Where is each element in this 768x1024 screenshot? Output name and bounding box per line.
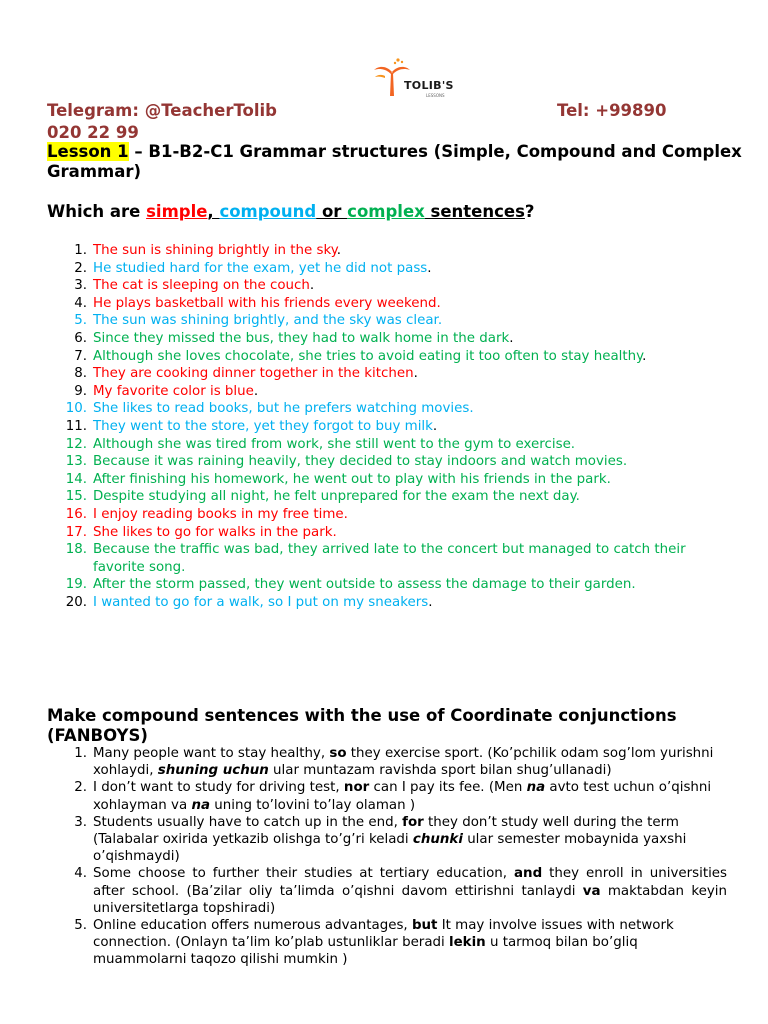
sentence-text: Since they missed the bus, they had to walk home in the dark bbox=[93, 330, 510, 346]
sentence-text: Although she loves chocolate, she tries to avoid eating it too often to stay healthy bbox=[93, 348, 643, 364]
compound-text: Online education offers numerous advantages, bbox=[93, 918, 412, 934]
compound-text: can I pay its fee. (Men bbox=[369, 780, 527, 796]
list-item bbox=[47, 814, 727, 866]
sentence-period: . bbox=[432, 418, 438, 434]
compound-text: I don’t want to study for driving test, bbox=[93, 780, 344, 796]
conjunction-word: and bbox=[514, 866, 543, 882]
list-number: 20. bbox=[65, 594, 87, 610]
list-number: 1. bbox=[74, 243, 87, 258]
question-prefix: Which are bbox=[47, 202, 147, 221]
contact-line bbox=[47, 101, 727, 142]
list-item bbox=[47, 453, 727, 471]
tolibs-logo bbox=[372, 56, 462, 98]
list-item bbox=[47, 418, 727, 436]
list-item bbox=[47, 524, 727, 542]
list-item bbox=[47, 745, 727, 779]
list-item bbox=[47, 330, 727, 348]
list-item bbox=[47, 779, 727, 813]
list-number: 7. bbox=[74, 348, 87, 364]
compound-text: they don’t study well during the term (Talabalar oxirida yetkazib olishga to’g’ri keladi bbox=[93, 814, 679, 848]
compound-text: ular muntazam ravishda sport bilan shug’ullanadi) bbox=[268, 763, 612, 779]
question-heading bbox=[47, 202, 535, 221]
list-number: 8. bbox=[74, 366, 87, 382]
sentence-period: . bbox=[413, 366, 418, 382]
sentence-text: I enjoy reading books in my free time. bbox=[93, 506, 348, 522]
conjunction-word: na bbox=[526, 780, 546, 796]
conjunction-word: chunki bbox=[412, 832, 463, 848]
sentence-period: . bbox=[428, 594, 433, 610]
list-number: 13. bbox=[65, 454, 87, 470]
conjunction-word: for bbox=[402, 814, 424, 830]
list-item bbox=[47, 242, 727, 260]
sentence-period: . bbox=[509, 330, 514, 346]
list-item bbox=[47, 277, 727, 295]
list-number: 18. bbox=[65, 542, 87, 558]
compound-text: they exercise sport. (Ko’pchilik odam sog’lom yurishni xohlaydi, bbox=[93, 746, 714, 779]
sentence-period: . bbox=[427, 260, 432, 276]
lesson-label: Lesson 1 bbox=[47, 142, 129, 161]
list-number: 11. bbox=[65, 418, 87, 434]
list-number: 4. bbox=[74, 295, 87, 311]
list-number: 3. bbox=[74, 278, 87, 294]
lesson-heading bbox=[47, 142, 747, 182]
list-number: 14. bbox=[65, 471, 87, 487]
list-item bbox=[47, 365, 727, 383]
list-number: 2. bbox=[74, 260, 87, 276]
compound-text: Students usually have to catch up in the end, bbox=[93, 814, 403, 830]
word-or: or bbox=[316, 202, 348, 221]
sentence-text: The cat is sleeping on the couch bbox=[93, 278, 310, 294]
conjunction-word: va bbox=[582, 883, 601, 899]
conjunction-word: nor bbox=[343, 780, 370, 796]
list-number: 2. bbox=[74, 780, 87, 796]
list-number: 3. bbox=[74, 814, 87, 830]
list-number: 5. bbox=[74, 313, 87, 329]
logo-brand-text: TOLIB'S bbox=[404, 79, 454, 92]
list-item bbox=[47, 312, 727, 330]
list-item bbox=[47, 348, 727, 366]
list-number: 15. bbox=[65, 489, 87, 505]
question-comma: , bbox=[207, 202, 220, 221]
compound-text: they enroll in universities after school. (Ba’zilar oliy ta’limda o’qishni davom ettirishni tanlaydi bbox=[93, 866, 728, 899]
list-number: 6. bbox=[74, 330, 87, 346]
conjunction-word: shuning uchun bbox=[157, 763, 269, 779]
sentence-period: . bbox=[309, 278, 315, 294]
list-number: 4. bbox=[74, 866, 87, 882]
list-number: 1. bbox=[74, 746, 87, 761]
telegram-handle: Telegram: @TeacherTolib bbox=[47, 101, 277, 120]
sentence-text: Because the traffic was bad, they arrived late to the concert but managed to catch their favorite song. bbox=[93, 542, 686, 575]
conjunction-word: so bbox=[329, 746, 347, 761]
compound-text: avto test uchun o’qishni xohlayman va bbox=[93, 780, 712, 813]
sentence-text: After the storm passed, they went outside to assess the damage to their garden. bbox=[93, 577, 636, 593]
compound-text: Many people want to stay healthy, bbox=[93, 746, 330, 761]
list-number: 5. bbox=[74, 918, 87, 934]
sentence-list bbox=[47, 242, 727, 611]
list-number: 10. bbox=[65, 401, 87, 417]
sentence-text: He studied hard for the exam, yet he did not pass bbox=[93, 260, 428, 276]
sentence-text: She likes to go for walks in the park. bbox=[93, 524, 337, 540]
logo-sub-text: LESSONS bbox=[426, 93, 445, 98]
question-mark: ? bbox=[524, 202, 535, 221]
word-sentences: sentences bbox=[424, 202, 525, 221]
sentence-text: Because it was raining heavily, they decided to stay indoors and watch movies. bbox=[93, 454, 628, 470]
compound-text: ular semester mobaynida yaxshi o’qishmaydi) bbox=[93, 832, 687, 865]
sentence-text: The sun was shining brightly, and the sky was clear. bbox=[93, 313, 443, 329]
list-number: 16. bbox=[65, 506, 87, 522]
list-item bbox=[47, 436, 727, 454]
list-item bbox=[47, 471, 727, 489]
list-item bbox=[47, 865, 727, 917]
list-item bbox=[47, 488, 727, 506]
sentence-text: After finishing his homework, he went out to play with his friends in the park. bbox=[93, 471, 611, 487]
conjunction-word: na bbox=[191, 797, 211, 813]
compound-text: maktabdan keyin universitetlarga topshiradi) bbox=[93, 883, 727, 916]
sentence-text: The sun is shining brightly in the sky bbox=[93, 243, 337, 258]
compound-text: It may involve issues with network connection. (Onlayn ta’lim ko’plab ustunliklar beradi bbox=[93, 918, 674, 951]
sentence-period: . bbox=[253, 383, 259, 399]
list-item bbox=[47, 383, 727, 401]
sentence-text: Although she was tired from work, she still went to the gym to exercise. bbox=[93, 436, 576, 452]
list-item bbox=[47, 400, 727, 418]
sentence-period: . bbox=[642, 348, 647, 364]
sentence-text: I wanted to go for a walk, so I put on my sneakers bbox=[93, 594, 429, 610]
list-item bbox=[47, 576, 727, 594]
list-number: 9. bbox=[74, 383, 87, 399]
list-number: 12. bbox=[65, 436, 87, 452]
sentence-text: He plays basketball with his friends every weekend. bbox=[93, 295, 441, 311]
sentence-text: They are cooking dinner together in the kitchen bbox=[93, 366, 414, 382]
sentence-text: My favorite color is blue bbox=[93, 383, 254, 399]
lesson-title: – B1-B2-C1 Grammar structures (Simple, Compound and Complex Grammar) bbox=[47, 142, 742, 181]
compound-text: Some choose to further their studies at tertiary education, bbox=[93, 866, 514, 882]
phone-suffix: 020 22 99 bbox=[47, 123, 139, 142]
phone-prefix: Tel: +99890 bbox=[557, 101, 667, 120]
list-item bbox=[47, 506, 727, 524]
list-item bbox=[47, 594, 727, 612]
word-compound: compound bbox=[219, 202, 317, 221]
conjunction-word: lekin bbox=[449, 935, 486, 951]
list-number: 19. bbox=[65, 577, 87, 593]
conjunction-word: but bbox=[411, 918, 438, 934]
list-item bbox=[47, 295, 727, 313]
list-number: 17. bbox=[65, 524, 87, 540]
list-item bbox=[47, 917, 727, 969]
list-item bbox=[47, 260, 727, 278]
section-heading-fanboys: Make compound sentences with the use of Coordinate conjunctions (FANBOYS) bbox=[47, 706, 677, 745]
sentence-text: She likes to read books, but he prefers watching movies. bbox=[93, 401, 474, 417]
compound-text: u tarmoq bilan bo’gliq muammolarni taqozo qilishi mumkin ) bbox=[93, 935, 638, 968]
word-complex: complex bbox=[347, 202, 425, 221]
list-item bbox=[47, 541, 727, 576]
sentence-period: . bbox=[336, 243, 342, 258]
compound-list bbox=[47, 745, 727, 969]
sentence-text: Despite studying all night, he felt unprepared for the exam the next day. bbox=[93, 489, 580, 505]
sentence-text: They went to the store, yet they forgot to buy milk bbox=[93, 418, 433, 434]
compound-text: uning to’lovini to’lay olaman ) bbox=[210, 797, 416, 813]
word-simple: simple bbox=[146, 202, 208, 221]
